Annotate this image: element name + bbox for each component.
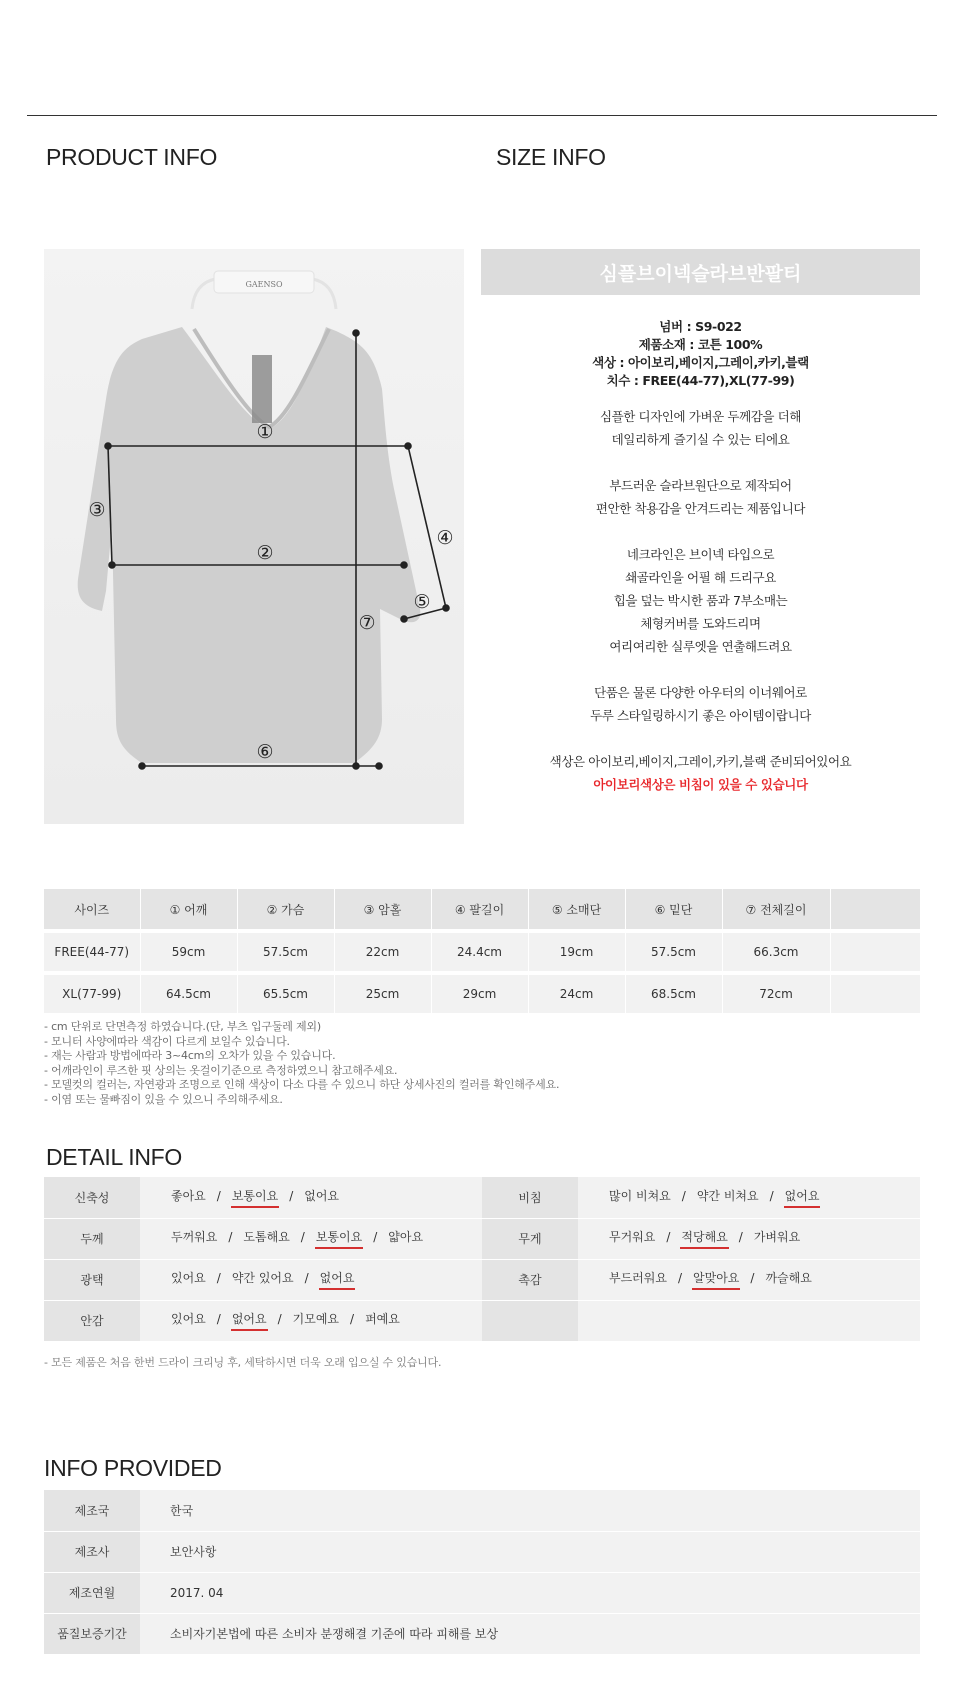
neck-label xyxy=(252,355,272,423)
detail-option: 약간 비쳐요 xyxy=(696,1188,759,1203)
product-description xyxy=(481,405,920,796)
option-separator: / xyxy=(216,1188,221,1203)
table-row xyxy=(44,1259,920,1300)
info-provided-heading: INFO PROVIDED xyxy=(44,1455,222,1481)
detail-option: 퍼예요 xyxy=(365,1312,400,1326)
marker-7: ⑦ xyxy=(358,612,376,634)
size-header-cell: ① 어깨 xyxy=(140,889,237,931)
detail-label: 두께 xyxy=(44,1218,140,1259)
size-cell: 66.3cm xyxy=(722,931,830,973)
desc-line: 여리여리한 실루엣을 연출해드려요 xyxy=(609,639,792,654)
size-cell: 65.5cm xyxy=(237,973,334,1015)
detail-label-empty xyxy=(482,1300,578,1341)
size-cell: 19cm xyxy=(528,931,625,973)
detail-option: 부드러워요 xyxy=(609,1271,667,1285)
size-cell: 29cm xyxy=(431,973,528,1015)
info-label: 제조사 xyxy=(44,1531,140,1572)
size-cell: 57.5cm xyxy=(237,931,334,973)
option-separator: / xyxy=(300,1230,305,1244)
size-cell: 22cm xyxy=(334,931,431,973)
size-header-cell: ③ 암홀 xyxy=(334,889,431,931)
detail-option-selected: 알맞아요 xyxy=(692,1269,740,1290)
detail-option: 얇아요 xyxy=(388,1230,424,1244)
size-cell: 25cm xyxy=(334,973,431,1015)
marker-2: ② xyxy=(256,542,274,564)
table-row xyxy=(44,1531,920,1572)
detail-options xyxy=(140,1218,482,1259)
detail-options xyxy=(578,1259,920,1300)
detail-options-empty xyxy=(578,1300,920,1341)
desc-line: 편안한 착용감을 안겨드리는 제품입니다 xyxy=(595,501,806,516)
size-header-cell: 사이즈 xyxy=(44,889,140,931)
table-row xyxy=(44,1613,920,1654)
desc-line: 쇄골라인을 어필 해 드리구요 xyxy=(625,570,776,585)
desc-line: 두루 스타일링하시기 좋은 아이템이랍니다 xyxy=(590,708,811,723)
detail-option: 두꺼워요 xyxy=(171,1230,218,1244)
option-separator: / xyxy=(666,1230,671,1244)
option-separator: / xyxy=(677,1271,683,1285)
detail-table xyxy=(44,1177,920,1342)
detail-option-selected: 없어요 xyxy=(784,1187,821,1208)
color-warning: 아이보리색상은 비침이 있을 수 있습니다 xyxy=(593,777,808,792)
detail-option-selected: 적당해요 xyxy=(680,1228,728,1249)
desc-line: 심플한 디자인에 가벼운 두께감을 더해 xyxy=(599,409,802,424)
detail-option: 많이 비쳐요 xyxy=(609,1188,671,1203)
detail-option: 있어요 xyxy=(171,1312,206,1326)
top-divider xyxy=(27,115,937,116)
table-row xyxy=(44,1300,920,1341)
note-line: - cm 단위로 단면측정 하였습니다.(단, 부츠 입구둘레 제외) xyxy=(44,1020,321,1033)
option-separator: / xyxy=(769,1188,774,1203)
detail-info-heading: DETAIL INFO xyxy=(46,1144,182,1170)
detail-options xyxy=(140,1300,482,1341)
detail-label: 광택 xyxy=(44,1259,140,1300)
detail-option: 없어요 xyxy=(304,1188,340,1203)
hanger-brand-text: GAENSO xyxy=(245,280,283,289)
table-row xyxy=(44,1218,920,1259)
product-name-bar: 심플브이넥슬라브반팔티 xyxy=(481,249,920,295)
color-note: 색상은 아이보리,베이지,그레이,카키,블랙 준비되어있어요 xyxy=(549,754,852,769)
product-specs xyxy=(481,318,920,390)
size-cell: 59cm xyxy=(140,931,237,973)
detail-option: 좋아요 xyxy=(171,1188,206,1203)
marker-3: ③ xyxy=(88,499,106,521)
size-header-cell: ⑤ 소매단 xyxy=(528,889,625,931)
option-separator: / xyxy=(228,1230,233,1244)
desc-line: 데일리하게 즐기실 수 있는 티에요 xyxy=(611,432,790,447)
detail-label: 신축성 xyxy=(44,1177,140,1218)
detail-option: 도톰해요 xyxy=(243,1230,290,1244)
detail-option-selected: 없어요 xyxy=(231,1310,268,1331)
info-label: 품질보증기간 xyxy=(44,1613,140,1654)
option-separator: / xyxy=(277,1312,282,1326)
detail-label: 비침 xyxy=(482,1177,578,1218)
option-separator: / xyxy=(289,1188,294,1203)
option-separator: / xyxy=(750,1271,755,1285)
option-separator: / xyxy=(738,1230,743,1244)
desc-line: 단품은 물론 다양한 아우터의 이너웨어로 xyxy=(594,685,807,700)
desc-line: 체형커버를 도와드리며 xyxy=(640,616,761,631)
option-separator: / xyxy=(681,1188,686,1203)
size-header-cell: ⑦ 전체길이 xyxy=(722,889,830,931)
detail-options xyxy=(578,1218,920,1259)
option-separator: / xyxy=(304,1271,309,1285)
tshirt-measurement-diagram xyxy=(44,249,464,824)
detail-option-selected: 보통이요 xyxy=(315,1228,363,1249)
info-value: 보안사항 xyxy=(140,1531,920,1572)
detail-option: 있어요 xyxy=(171,1271,206,1285)
info-value: 2017. 04 xyxy=(140,1572,920,1613)
size-header-cell xyxy=(830,889,920,931)
info-label: 제조국 xyxy=(44,1490,140,1531)
size-info-heading: SIZE INFO xyxy=(496,144,606,170)
table-row xyxy=(44,1490,920,1531)
table-row xyxy=(44,931,920,973)
size-cell: 72cm xyxy=(722,973,830,1015)
detail-options xyxy=(140,1259,482,1300)
desc-line: 네크라인은 브이넥 타입으로 xyxy=(626,547,775,562)
product-image xyxy=(44,249,464,824)
info-value: 한국 xyxy=(140,1490,920,1531)
info-value: 소비자기본법에 따른 소비자 분쟁해결 기준에 따라 피해를 보상 xyxy=(140,1613,920,1654)
size-cell: 68.5cm xyxy=(625,973,722,1015)
info-label: 제조연월 xyxy=(44,1572,140,1613)
marker-1: ① xyxy=(256,421,274,443)
option-separator: / xyxy=(216,1271,221,1285)
spec-material: 제품소재 : 코튼 100% xyxy=(638,337,763,352)
marker-4: ④ xyxy=(436,527,454,549)
size-header-cell: ⑥ 밑단 xyxy=(625,889,722,931)
size-cell: FREE(44-77) xyxy=(44,931,140,973)
care-note: - 모든 제품은 처음 한번 드라이 크리닝 후, 세탁하시면 더욱 오래 입으실 수 있습니다. xyxy=(44,1356,442,1369)
detail-option: 약간 있어요 xyxy=(231,1271,294,1285)
product-info-heading: PRODUCT INFO xyxy=(46,144,218,170)
note-line: - 재는 사람과 방법에따라 3~4cm의 오차가 있을 수 있습니다. xyxy=(44,1049,336,1063)
detail-label: 촉감 xyxy=(482,1259,578,1300)
detail-options xyxy=(140,1177,482,1218)
note-line: - 이염 또는 물빠짐이 있을 수 있으니 주의해주세요. xyxy=(44,1092,283,1106)
detail-option-selected: 없어요 xyxy=(319,1269,356,1290)
size-cell: 24.4cm xyxy=(431,931,528,973)
detail-options xyxy=(578,1177,920,1218)
size-cell: 64.5cm xyxy=(140,973,237,1015)
detail-option-selected: 보통이요 xyxy=(231,1187,279,1208)
desc-line: 힙을 덮는 박시한 품과 7부소매는 xyxy=(613,593,788,608)
size-table xyxy=(44,889,921,1017)
size-header-cell: ② 가슴 xyxy=(237,889,334,931)
size-cell: XL(77-99) xyxy=(44,973,140,1015)
detail-option: 까슬해요 xyxy=(765,1271,812,1285)
measurement-notes xyxy=(44,1020,559,1108)
table-row xyxy=(44,1572,920,1613)
spec-number: 넘버 : S9-022 xyxy=(659,319,742,334)
size-cell: 24cm xyxy=(528,973,625,1015)
size-header-cell: ④ 팔길이 xyxy=(431,889,528,931)
marker-5: ⑤ xyxy=(413,591,431,613)
size-cell: 57.5cm xyxy=(625,931,722,973)
option-separator: / xyxy=(373,1230,378,1244)
option-separator: / xyxy=(350,1312,355,1326)
info-provided-table xyxy=(44,1490,920,1655)
size-cell xyxy=(830,973,920,1015)
size-cell xyxy=(830,931,920,973)
detail-label: 안감 xyxy=(44,1300,140,1341)
size-table-header xyxy=(44,889,920,931)
spec-sizes: 치수 : FREE(44-77),XL(77-99) xyxy=(606,373,795,388)
option-separator: / xyxy=(216,1312,221,1326)
detail-option: 무거워요 xyxy=(609,1230,656,1244)
spec-colors: 색상 : 아이보리,베이지,그레이,카키,블랙 xyxy=(592,355,809,370)
detail-label: 무게 xyxy=(482,1218,578,1259)
desc-line: 부드러운 슬라브원단으로 제작되어 xyxy=(609,478,792,493)
note-line: - 어깨라인이 루즈한 핏 상의는 옷걸이기준으로 측정하였으니 참고해주세요. xyxy=(44,1063,398,1077)
detail-option: 기모예요 xyxy=(292,1312,340,1326)
marker-6: ⑥ xyxy=(256,741,274,763)
note-line: - 모니터 사양에따라 색감이 다르게 보일수 있습니다. xyxy=(44,1034,290,1048)
table-row xyxy=(44,1177,920,1218)
detail-option: 가벼워요 xyxy=(753,1230,801,1244)
note-line: - 모델컷의 컬러는, 자연광과 조명으로 인해 색상이 다소 다를 수 있으니 하단 상세사진의 컬러를 확인해주세요. xyxy=(44,1078,560,1092)
table-row xyxy=(44,973,920,1015)
